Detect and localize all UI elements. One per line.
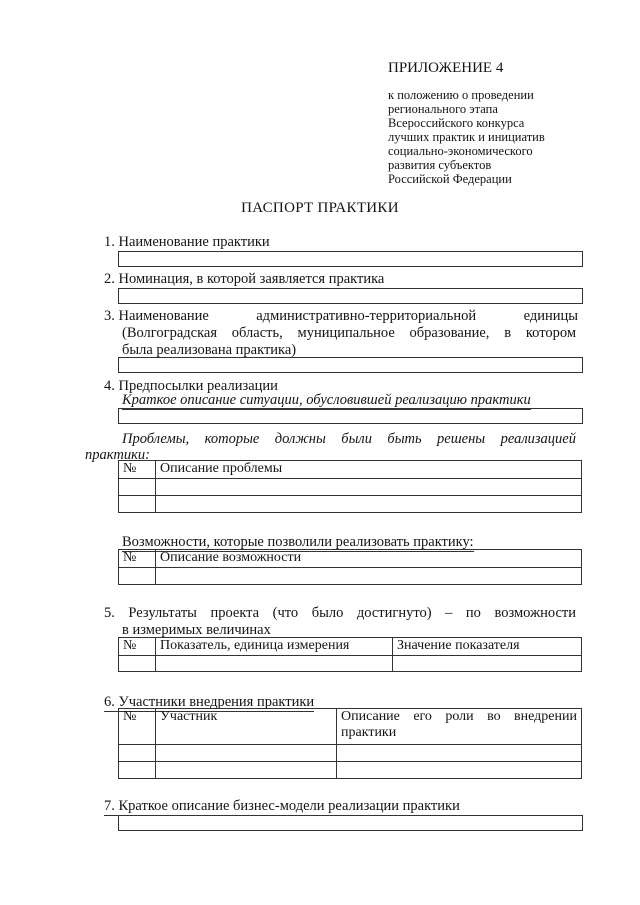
section-1-label: 1. Наименование практики bbox=[104, 234, 270, 250]
appendix-subtitle-line: социально-экономического bbox=[388, 144, 533, 158]
appendix-subtitle-line: регионального этапа bbox=[388, 102, 498, 116]
participants-col-role bbox=[337, 709, 582, 745]
appendix-subtitle-line: к положению о проведении bbox=[388, 88, 534, 102]
section-5-line-1: 5. Результаты проекта (что было достигнуто) – по возможности bbox=[104, 605, 576, 621]
problems-label-line-1: Проблемы, которые должны были быть решены реализацией bbox=[122, 431, 576, 447]
appendix-subtitle-line: Всероссийского конкурса bbox=[388, 116, 525, 130]
problems-label-line-2: практики: bbox=[85, 447, 150, 463]
section-3-line-3: была реализована практика) bbox=[122, 342, 297, 358]
opportunities-col-desc: Описание возможности bbox=[156, 550, 582, 568]
section-3-line-2: (Волгоградская область, муниципальное образование, в котором bbox=[122, 325, 576, 341]
section-7-field[interactable] bbox=[118, 815, 583, 831]
table-cell[interactable] bbox=[156, 568, 582, 585]
situation-label: Краткое описание ситуации, обусловившей реализацию практики bbox=[122, 392, 531, 408]
section-3-line-1 bbox=[104, 307, 578, 325]
section-2-label: 2. Номинация, в которой заявляется практика bbox=[104, 271, 385, 287]
section-3-word: 3. Наименование bbox=[104, 308, 209, 324]
opportunities-col-num: № bbox=[119, 550, 156, 568]
section-3-word: единицы bbox=[523, 308, 578, 324]
document-title: ПАСПОРТ ПРАКТИКИ bbox=[241, 200, 399, 216]
opportunities-table bbox=[118, 549, 582, 585]
table-cell[interactable] bbox=[393, 656, 582, 672]
table-cell[interactable] bbox=[119, 745, 156, 762]
table-cell[interactable] bbox=[119, 762, 156, 779]
section-6-label: 6. Участники внедрения практики bbox=[104, 694, 315, 710]
results-col-num: № bbox=[119, 638, 156, 656]
participants-col-role-line-1: Описание его роли во внедрении bbox=[341, 709, 577, 724]
section-1-field[interactable] bbox=[118, 251, 583, 267]
participants-col-participant: Участник bbox=[156, 709, 337, 745]
appendix-subtitle-line: Российской Федерации bbox=[388, 172, 512, 186]
section-2-field[interactable] bbox=[118, 288, 583, 304]
problems-col-desc: Описание проблемы bbox=[156, 461, 582, 479]
results-col-indicator: Показатель, единица измерения bbox=[156, 638, 393, 656]
table-cell[interactable] bbox=[119, 496, 156, 513]
table-cell[interactable] bbox=[156, 762, 337, 779]
problems-col-num: № bbox=[119, 461, 156, 479]
problems-table bbox=[118, 460, 582, 513]
table-cell[interactable] bbox=[156, 745, 337, 762]
table-cell[interactable] bbox=[337, 762, 582, 779]
participants-table bbox=[118, 708, 582, 779]
appendix-subtitle-line: лучших практик и инициатив bbox=[388, 130, 545, 144]
section-5-line-2: в измеримых величинах bbox=[122, 622, 271, 638]
section-3-word: административно-территориальной bbox=[256, 308, 477, 324]
table-cell[interactable] bbox=[119, 568, 156, 585]
section-7-label: 7. Краткое описание бизнес-модели реализации практики bbox=[104, 798, 460, 814]
participants-col-role-line-2: практики bbox=[341, 725, 397, 740]
appendix-subtitle bbox=[388, 88, 545, 186]
table-cell[interactable] bbox=[119, 479, 156, 496]
table-cell[interactable] bbox=[119, 656, 156, 672]
appendix-title: ПРИЛОЖЕНИЕ 4 bbox=[388, 60, 504, 76]
table-cell[interactable] bbox=[337, 745, 582, 762]
table-cell[interactable] bbox=[156, 479, 582, 496]
results-col-value: Значение показателя bbox=[393, 638, 582, 656]
table-cell[interactable] bbox=[156, 496, 582, 513]
section-4-label: 4. Предпосылки реализации bbox=[104, 378, 278, 394]
situation-field[interactable] bbox=[118, 408, 583, 424]
table-cell[interactable] bbox=[156, 656, 393, 672]
opportunities-label: Возможности, которые позволили реализовать практику: bbox=[122, 534, 474, 550]
appendix-subtitle-line: развития субъектов bbox=[388, 158, 492, 172]
results-table bbox=[118, 637, 582, 672]
section-3-field[interactable] bbox=[118, 357, 583, 373]
participants-col-num: № bbox=[119, 709, 156, 745]
